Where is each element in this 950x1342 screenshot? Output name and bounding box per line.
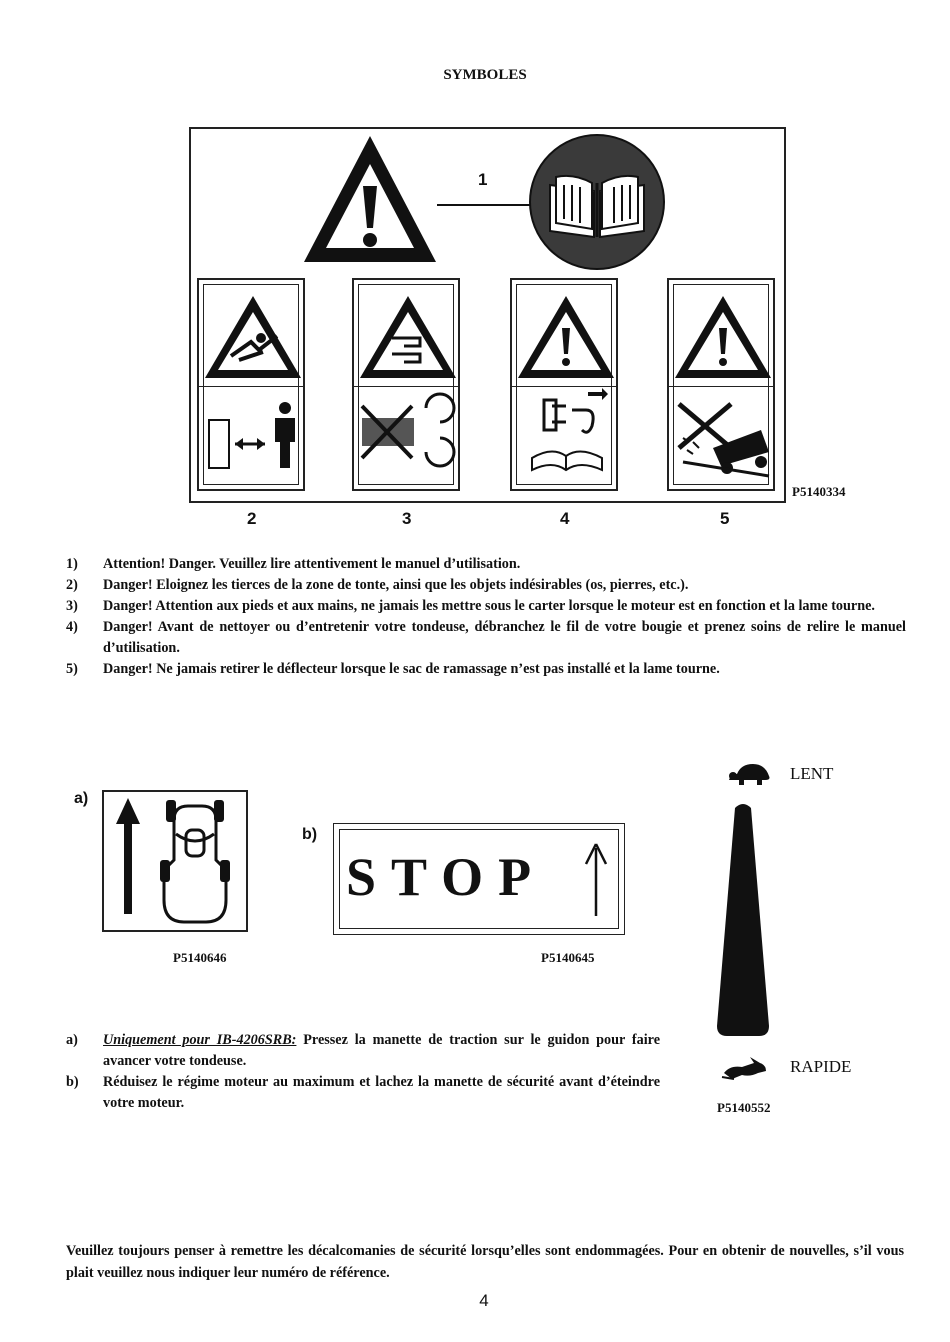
disconnect-spark-plug-icon xyxy=(532,388,608,470)
page-title: SYMBOLES xyxy=(443,67,527,83)
rabbit-icon xyxy=(720,1055,770,1081)
decal-b-ref: P5140645 xyxy=(541,950,595,965)
safety-list xyxy=(66,554,906,680)
list-item: 5) Danger! Ne jamais retirer le déflecteur lorsque le sac de ramassage n’est pas installé et la lame tourne. xyxy=(66,661,720,677)
list-item: 4) Danger! Avant de nettoyer ou d’entretenir votre tondeuse, débranchez le fil de votre bougie et prenez soins de relire le manuel d’utilisation. xyxy=(66,619,906,656)
decal-a-ref: P5140646 xyxy=(173,950,227,965)
throttle-ref: P5140552 xyxy=(717,1100,771,1115)
keep-distance-icon xyxy=(209,402,295,468)
stop-word: STOP xyxy=(346,847,547,907)
decal-b-letter: b) xyxy=(302,826,318,843)
page-number: 4 xyxy=(479,1291,489,1310)
traction-drive-decal xyxy=(102,790,248,932)
turtle-icon xyxy=(725,760,775,788)
callout-number: 1 xyxy=(478,170,488,189)
panel-number-2: 2 xyxy=(247,509,257,528)
no-deflector-removal-icon xyxy=(679,404,769,476)
main-decal-ref: P5140334 xyxy=(792,484,846,499)
hand-foot-warning-icon xyxy=(360,296,456,378)
decal-panel-5 xyxy=(667,278,775,491)
list-item: 2) Danger! Eloignez les tierces de la zone de tonte, ainsi que les objets indésirables (os, pierres, etc.). xyxy=(66,577,689,593)
up-arrow-icon xyxy=(582,842,610,922)
read-manual-icon xyxy=(528,133,666,271)
list-item: 3) Danger! Attention aux pieds et aux mains, ne jamais les mettre sous le carter lorsque le moteur est en fonction et la lame tourne. xyxy=(66,598,875,614)
warning-triangle-icon xyxy=(300,130,440,270)
decal-panel-4 xyxy=(510,278,618,491)
no-hands-rotating-blade-icon xyxy=(362,394,454,466)
panel-number-3: 3 xyxy=(402,509,412,528)
warning-triangle-small-icon xyxy=(518,296,614,378)
panel-number-4: 4 xyxy=(560,509,570,528)
warning-triangle-small-icon xyxy=(675,296,771,378)
throttle-speed-wedge xyxy=(715,800,771,1040)
list-item: a) Uniquement pour IB-4206SRB: Pressez la manette de traction sur le guidon pour faire avancer votre tondeuse. xyxy=(66,1032,661,1069)
decal-panel-2 xyxy=(197,278,305,491)
fast-label: RAPIDE xyxy=(790,1057,852,1076)
slow-label: LENT xyxy=(790,764,834,783)
thrown-object-warning-icon xyxy=(205,296,301,378)
decal-a-letter: a) xyxy=(74,790,89,807)
stop-decal xyxy=(333,823,625,935)
decal-panel-3 xyxy=(352,278,460,491)
panel-number-5: 5 xyxy=(720,509,730,528)
list-item: b) Réduisez le régime moteur au maximum et lachez la manette de sécurité avant d’éteindre votre moteur. xyxy=(66,1074,660,1111)
control-list xyxy=(66,1030,660,1114)
list-item: 1) Attention! Danger. Veuillez lire attentivement le manuel d’utilisation. xyxy=(66,556,521,572)
footer-note: Veuillez toujours penser à remettre les décalcomanies de sécurité lorsqu’elles sont endommagées. Pour en obtenir de nouvelles, s’il vous plait veuillez nous indiquer leur numéro de référence. xyxy=(66,1243,904,1281)
